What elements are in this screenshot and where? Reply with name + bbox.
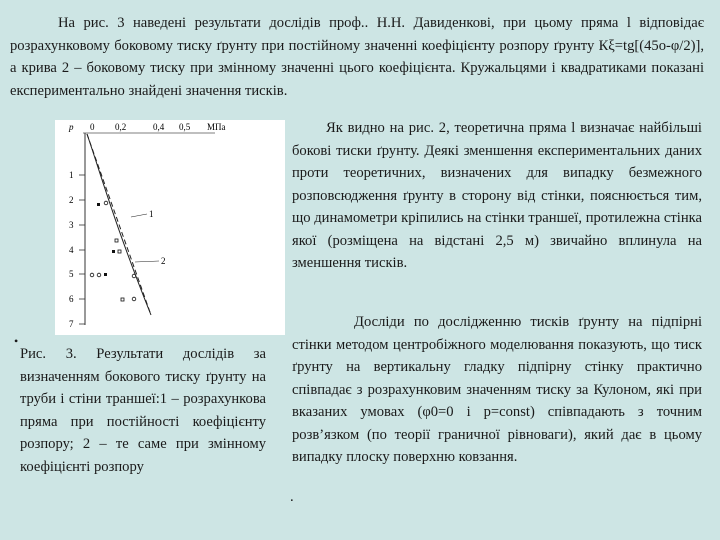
point-square [104, 273, 107, 276]
depth-label-1: 1 [69, 170, 74, 180]
point-square [121, 298, 124, 301]
point-square [97, 203, 100, 206]
point-circle [97, 273, 101, 277]
depth-label-6: 6 [69, 294, 74, 304]
leader-1 [131, 214, 147, 217]
leader-2 [135, 261, 159, 262]
axis-tick-0-4: 0,4 [153, 122, 165, 132]
point-circle [132, 297, 136, 301]
point-square [118, 250, 121, 253]
depth-ticks [79, 175, 85, 324]
paragraph-intro: На рис. 3 наведені результати дослідів проф.. Н.Н. Давиденкові, при цьому пряма l відповідає розрахунковому боковому тиску ґрунту при постійному значенні коефіцієнту розпору ґрунту Кξ=tg[(45о-φ/2)], а крива 2 – боковому тиску при змінному значенні цього коефіцієнта. Кружальцями і квадратиками показані експериментально знайдені значення тисків. [10, 15, 704, 99]
point-square [112, 250, 115, 253]
figure-pressure-diagram [55, 120, 285, 335]
axis-unit-mpa: МПа [207, 122, 226, 132]
axis-tick-0-2: 0,2 [115, 122, 127, 132]
point-circle [132, 274, 136, 278]
axis-tick-0-5: 0,5 [179, 122, 191, 132]
point-circle [104, 201, 108, 205]
curve-label-2: 2 [161, 256, 166, 266]
depth-label-3: 3 [69, 220, 74, 230]
figure-caption: Рис. 3. Результати дослідів за визначенням бокового тиску ґрунту на труби і стіни траншеї:1 – розрахункова пряма при постійності коефіцієнту розпору; 2 – те саме при змінному коефіцієнті розпору [20, 346, 266, 475]
axis-label-p: р [69, 122, 74, 132]
depth-label-5: 5 [69, 269, 74, 279]
depth-label-2: 2 [69, 195, 74, 205]
line-1-calculated [87, 134, 151, 315]
paragraph-centrifuge: Досліди по дослідженню тисків ґрунту на підпірні стінки методом центробіжного моделювання показують, що тиск ґрунту на вертикальну гладку підпірну стінку практично співпадає з розрахунковим значенням тиску за Кулоном, які при вказаних умовах (φ0=0 і p=const) співпадають з точним розв’язком (по теорії граничної рівноваги), який дає в цьому випадку плоску поверхню ковзання. [292, 314, 702, 465]
end-mark: . [290, 489, 294, 505]
depth-label-4: 4 [69, 245, 74, 255]
curve-label-1: 1 [149, 209, 154, 219]
experimental-points [90, 201, 136, 301]
point-circle [90, 273, 94, 277]
axis-tick-0: 0 [90, 122, 95, 132]
point-square [115, 239, 118, 242]
pressure-diagram-svg [55, 120, 285, 335]
caption-bullet: • [14, 334, 19, 348]
depth-label-7: 7 [69, 319, 74, 329]
paragraph-analysis: Як видно на рис. 2, теоретична пряма l визначає найбільші бокові тиски ґрунту. Деякі зменшення експериментальних даних проти теоретичних, визначених для випадку безмежного розповсюдження ґрунту в сторону від стінки, пояснюється тим, що динамометри кріпились на стінки траншеї, протилежна стінка якої (розміщена на відстані 2,5 м) звичайно вплинула на зменшення тисків. [292, 120, 702, 271]
